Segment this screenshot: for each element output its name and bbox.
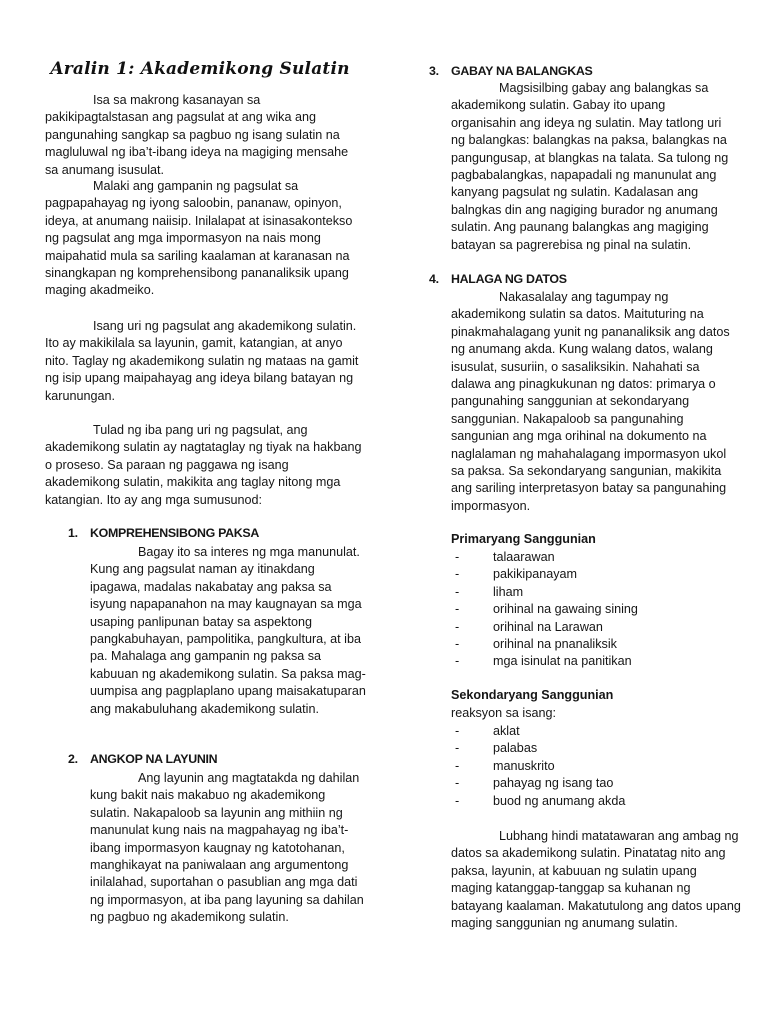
list-item: - orihinal na gawaing sining — [451, 601, 731, 618]
list-item: - talaarawan — [451, 549, 731, 566]
intro-paragraph-4: Tulad ng iba pang uri ng pagsulat, ang akademikong sulatin ay nagtataglay ng tiyak na hakbang o proseso. Sa paraan ng paggawa ng isang akademikong sulatin, makikita ang taglay nitong mga katangian. Ito ay ang mga sumusunod: — [45, 423, 362, 507]
section-number: 2. — [68, 752, 78, 766]
section-2-text: Ang layunin ang magtatakda ng dahilan kung bakit nais makabuo ng akademikong sulatin. Nakapaloob sa layunin ang mithiin ng manunulat kung nais na magpahayag ng iba’t-ibang impormasyon kaugnay ng katotohanan, manghikayat na paniwalaan ang argumentong inilalahad, suportahan o pasublian ang mga dati ng impormasyon, at iba pang layuning sa dahilan ng pagbuo ng akademikong sulatin. — [90, 771, 364, 925]
list-item: - orihinal na pnanaliksik — [451, 636, 731, 653]
section-1-heading — [68, 526, 259, 540]
section-title: HALAGA NG DATOS — [451, 272, 567, 286]
closing-paragraph — [451, 828, 741, 932]
section-2-body — [90, 770, 368, 927]
section-title: GABAY NA BALANGKAS — [451, 64, 593, 78]
list-item: - pakikipanayam — [451, 566, 731, 583]
section-4-text: Nakasalalay ang tagumpay ng akademikong sulatin sa datos. Maituturing na pinakmahalagang yunit ng pananaliksik ang datos ng anumang akda. Kung walang datos, walang isusulat, susuriin, o sasaliksikin. Nahahati sa dalawa ang pinagkukunan ng datos: primarya o pangunahing sanggunian at sekondaryang sanggunian. Nakapaloob sa pangunahing sangunian ang mga orihinal na dokumento na naglalaman ng mahahalagang impormasyon ukol sa paksa. Sa sekondaryang sangunian, makikita ang sariling interpretasyon batay sa pangunahing impormasyon. — [451, 290, 730, 513]
section-title: KOMPREHENSIBONG PAKSA — [90, 526, 260, 540]
list-item: - liham — [451, 584, 731, 601]
intro-paragraph-3: Isang uri ng pagsulat ang akademikong sulatin. Ito ay makikilala sa layunin, gamit, katangian, at anyo nito. Taglay ng akademikong sulatin ng mataas na gamit ng isip upang maipahayag ang ideya bilang batayan ng karunungan. — [45, 319, 359, 403]
primary-sources-heading: Primaryang Sanggunian — [451, 532, 596, 546]
section-3-text: Magsisilbing gabay ang balangkas sa akademikong sulatin. Gabay ito upang organisahin ang ideya ng sulatin. May tatlong uri ng balangkas: balangkas na paksa, balangkas na pangungusap, at blangkas na talata. Sa tulong ng pagbabalangkas, napapadali ng manunulat ang kanyang pagsulat ng sulatin. Kadalasan ang balngkas din ang nagiging burador ng anumang sulatin. Ang paunang balangkas ang magiging batayan sa pagrerebisa ng pinal na sulatin. — [451, 81, 729, 252]
section-number: 1. — [68, 526, 78, 540]
secondary-sources-intro: reaksyon sa isang: — [451, 706, 557, 720]
closing-text: Lubhang hindi matatawaran ang ambag ng datos sa akademikong sulatin. Pinatatag nito ang paksa, layunin, at kabuuan ng sulatin upang maging katanggap-tanggap sa kuhanan ng batayang kaalaman. Makatutulong ang datos upang maging sanggunian ng anumang sulatin. — [451, 829, 741, 931]
section-4-body — [451, 289, 733, 515]
section-number: 3. — [429, 64, 439, 78]
primary-sources-list — [451, 549, 731, 671]
secondary-sources-list — [451, 723, 731, 810]
section-3-heading — [429, 64, 592, 78]
intro-paragraph-2: Malaki ang gampanin ng pagsulat sa pagpapahayag ng iyong saloobin, pananaw, opinyon, ideya, at anumang naiisip. Inilalapat at isinasakontekso ng pagsulat ang mga impormasyon na nais mong maipahatid mula sa sariling kaalaman at karanasan na sinangkapan ng komprehensibong pananaliksik upang maging akadmeiko. — [45, 179, 353, 298]
section-1-body — [90, 544, 368, 718]
section-title: ANGKOP NA LAYUNIN — [90, 752, 218, 766]
section-4-heading — [429, 272, 567, 286]
intro-paragraph-1: Isa sa makrong kasanayan sa pakikipagtalstasan ang pagsulat at ang wika ang pangunahing sangkap sa pagbuo ng isang sulatin na magluluwal ng iba’t-ibang ideya na magiging mensahe sa anumang isusulat. — [45, 93, 349, 177]
page-title: Aralin 1: Akademikong Sulatin — [50, 59, 350, 80]
section-2-heading — [68, 752, 217, 766]
secondary-sources-heading: Sekondaryang Sanggunian — [451, 688, 614, 702]
list-item: - palabas — [451, 740, 731, 757]
list-item: - aklat — [451, 723, 731, 740]
list-item: - manuskrito — [451, 758, 731, 775]
section-1-text: Bagay ito sa interes ng mga manunulat. Kung ang pagsulat naman ay itinakdang ipagawa, madalas nakabatay ang paksa sa isyung napapanahon na may kaugnayan sa mga usaping panlipunan batay sa aspektong pangkabuhayan, pampolitika, pangkultura, at iba pa. Mahalaga ang gampanin ng paksa sa kabuuan ng akademikong sulatin. Sa paksa mag-uumpisa ang pagplaplano upang maisakatuparan ang makabuluhang akademikong sulatin. — [90, 545, 366, 716]
section-3-body — [451, 80, 733, 254]
list-item: - pahayag ng isang tao — [451, 775, 731, 792]
list-item: - mga isinulat na panitikan — [451, 653, 731, 670]
list-item: - orihinal na Larawan — [451, 619, 731, 636]
section-number: 4. — [429, 272, 439, 286]
list-item: - buod ng anumang akda — [451, 793, 731, 810]
